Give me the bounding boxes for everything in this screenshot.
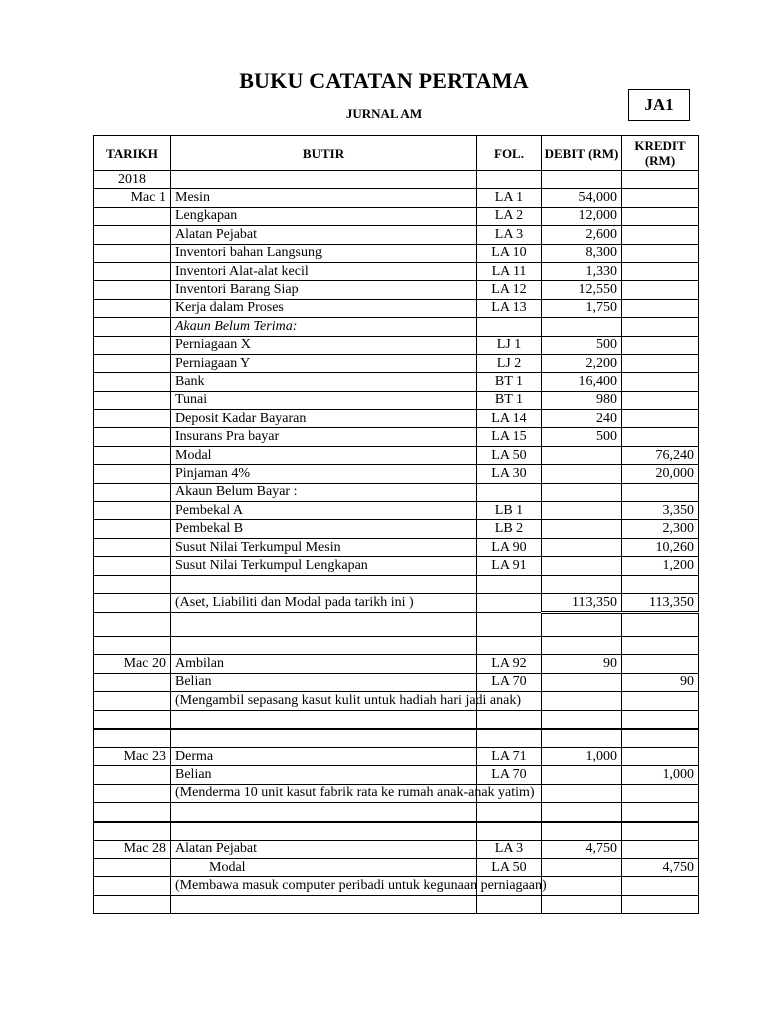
entry-debit: 12,000 [542, 207, 622, 225]
entry-folio: LA 15 [477, 428, 542, 446]
entry-debit [542, 766, 622, 784]
entry-date [94, 410, 171, 428]
entry-debit: 4,750 [542, 840, 622, 858]
table-row [94, 655, 699, 673]
entry-folio [477, 575, 542, 593]
entry-debit [542, 803, 622, 822]
entry-credit [622, 391, 699, 409]
entry-date [94, 318, 171, 336]
entry-credit [622, 877, 699, 895]
entry-particulars: Susut Nilai Terkumpul Mesin [171, 538, 477, 556]
table-row [94, 673, 699, 691]
entry-date [94, 822, 171, 841]
table-row [94, 637, 699, 655]
entry-credit [622, 207, 699, 225]
entry-folio: LJ 2 [477, 354, 542, 372]
entry-date [94, 226, 171, 244]
entry-particulars [171, 729, 477, 748]
table-row [94, 171, 699, 189]
table-row [94, 895, 699, 913]
entry-particulars: Kerja dalam Proses [171, 299, 477, 317]
entry-date [94, 428, 171, 446]
entry-date [94, 244, 171, 262]
table-row [94, 766, 699, 784]
entry-folio [477, 710, 542, 729]
entry-narration: (Menderma 10 unit kasut fabrik rata ke rumah anak-anak yatim) [171, 784, 477, 802]
entry-folio: LA 12 [477, 281, 542, 299]
table-row [94, 483, 699, 501]
entry-folio: LA 3 [477, 226, 542, 244]
entry-debit: 2,600 [542, 226, 622, 244]
entry-folio [477, 318, 542, 336]
table-row [94, 244, 699, 262]
entry-date [94, 373, 171, 391]
entry-particulars [171, 822, 477, 841]
table-row [94, 410, 699, 428]
entry-folio [477, 822, 542, 841]
entry-folio: LB 2 [477, 520, 542, 538]
entry-folio: BT 1 [477, 391, 542, 409]
table-row [94, 428, 699, 446]
entry-credit [622, 410, 699, 428]
entry-credit: 4,750 [622, 858, 699, 876]
entry-date: Mac 20 [94, 655, 171, 673]
entry-particulars: Susut Nilai Terkumpul Lengkapan [171, 557, 477, 575]
entry-particulars: Belian [171, 673, 477, 691]
table-row [94, 189, 699, 207]
table-row [94, 336, 699, 354]
col-header-credit: KREDIT (RM) [622, 136, 699, 171]
entry-credit [622, 729, 699, 748]
entry-debit [542, 557, 622, 575]
entry-particulars [171, 803, 477, 822]
entry-date [94, 593, 171, 612]
entry-credit [622, 244, 699, 262]
entry-credit [622, 226, 699, 244]
col-header-particulars: BUTIR [171, 136, 477, 171]
table-row [94, 354, 699, 372]
entry-credit [622, 171, 699, 189]
entry-debit [542, 895, 622, 913]
entry-debit [542, 858, 622, 876]
entry-credit [622, 281, 699, 299]
entry-debit [542, 822, 622, 841]
entry-credit [622, 822, 699, 841]
entry-debit: 1,330 [542, 262, 622, 280]
entry-credit [622, 710, 699, 729]
entry-credit [622, 613, 699, 637]
entry-date [94, 520, 171, 538]
entry-credit [622, 428, 699, 446]
entry-particulars [171, 613, 477, 637]
entry-date [94, 673, 171, 691]
entry-date [94, 613, 171, 637]
entry-date [94, 637, 171, 655]
entry-credit: 1,200 [622, 557, 699, 575]
entry-date [94, 336, 171, 354]
entry-debit [542, 673, 622, 691]
entry-credit [622, 575, 699, 593]
entry-debit: 16,400 [542, 373, 622, 391]
entry-particulars [171, 575, 477, 593]
entry-debit: 12,550 [542, 281, 622, 299]
entry-debit: 500 [542, 336, 622, 354]
entry-credit [622, 336, 699, 354]
entry-particulars: (Aset, Liabiliti dan Modal pada tarikh ini ) [171, 593, 477, 612]
entry-date [94, 262, 171, 280]
table-row [94, 803, 699, 822]
entry-credit [622, 840, 699, 858]
entry-folio: LA 70 [477, 766, 542, 784]
entry-debit [542, 465, 622, 483]
entry-debit [542, 446, 622, 464]
entry-particulars: Belian [171, 766, 477, 784]
table-row [94, 557, 699, 575]
entry-date: Mac 23 [94, 747, 171, 765]
table-row [94, 318, 699, 336]
entry-folio: LA 91 [477, 557, 542, 575]
entry-folio [477, 171, 542, 189]
entry-particulars: Derma [171, 747, 477, 765]
table-row [94, 729, 699, 748]
table-row [94, 822, 699, 841]
table-row [94, 747, 699, 765]
entry-particulars: Akaun Belum Terima: [171, 318, 477, 336]
entry-credit [622, 373, 699, 391]
entry-narration: (Mengambil sepasang kasut kulit untuk hadiah hari jadi anak) [171, 692, 477, 710]
total-debit: 113,350 [542, 593, 622, 612]
entry-credit [622, 655, 699, 673]
entry-particulars: Pembekal A [171, 502, 477, 520]
entry-folio: LA 30 [477, 465, 542, 483]
entry-particulars: Inventori Barang Siap [171, 281, 477, 299]
table-row [94, 502, 699, 520]
entry-particulars: Perniagaan X [171, 336, 477, 354]
entry-folio [477, 637, 542, 655]
entry-debit [542, 692, 622, 710]
entry-date [94, 895, 171, 913]
entry-credit [622, 483, 699, 501]
entry-debit [542, 710, 622, 729]
table-row [94, 446, 699, 464]
table-row [94, 373, 699, 391]
entry-credit: 2,300 [622, 520, 699, 538]
entry-credit [622, 318, 699, 336]
entry-debit: 8,300 [542, 244, 622, 262]
entry-debit [542, 538, 622, 556]
entry-debit [542, 637, 622, 655]
entry-particulars: Bank [171, 373, 477, 391]
entry-date: Mac 28 [94, 840, 171, 858]
entry-particulars: Ambilan [171, 655, 477, 673]
table-row [94, 465, 699, 483]
entry-date [94, 465, 171, 483]
entry-particulars: Pembekal B [171, 520, 477, 538]
table-row [94, 391, 699, 409]
page-subtitle: JURNAL AM [345, 106, 423, 121]
table-row [94, 299, 699, 317]
entry-particulars: Modal [171, 858, 477, 876]
entry-folio: LA 50 [477, 446, 542, 464]
total-row [94, 593, 699, 612]
entry-date [94, 729, 171, 748]
entry-particulars: Modal [171, 446, 477, 464]
entry-particulars: Akaun Belum Bayar : [171, 483, 477, 501]
entry-debit: 240 [542, 410, 622, 428]
entry-folio [477, 803, 542, 822]
entry-credit [622, 747, 699, 765]
entry-credit [622, 189, 699, 207]
entry-credit: 20,000 [622, 465, 699, 483]
table-row [94, 858, 699, 876]
total-credit: 113,350 [622, 593, 699, 612]
entry-folio [477, 483, 542, 501]
entry-folio: LB 1 [477, 502, 542, 520]
col-header-debit: DEBIT (RM) [542, 136, 622, 171]
table-row [94, 262, 699, 280]
entry-folio: LA 3 [477, 840, 542, 858]
entry-debit [542, 520, 622, 538]
entry-credit [622, 692, 699, 710]
entry-date [94, 502, 171, 520]
entry-particulars: Insurans Pra bayar [171, 428, 477, 446]
entry-debit: 1,750 [542, 299, 622, 317]
table-header-row [94, 136, 699, 171]
entry-folio [477, 613, 542, 637]
entry-folio: LA 2 [477, 207, 542, 225]
entry-date [94, 538, 171, 556]
entry-debit: 500 [542, 428, 622, 446]
entry-date [94, 575, 171, 593]
entry-date: Mac 1 [94, 189, 171, 207]
entry-folio: BT 1 [477, 373, 542, 391]
table-row [94, 692, 699, 710]
entry-particulars: Pinjaman 4% [171, 465, 477, 483]
entry-date [94, 446, 171, 464]
entry-particulars: Alatan Pejabat [171, 226, 477, 244]
entry-date [94, 803, 171, 822]
entry-debit [542, 318, 622, 336]
entry-date [94, 877, 171, 895]
entry-date [94, 692, 171, 710]
page-title: BUKU CATATAN PERTAMA [239, 68, 529, 93]
entry-credit: 1,000 [622, 766, 699, 784]
entry-credit: 76,240 [622, 446, 699, 464]
entry-debit: 2,200 [542, 354, 622, 372]
entry-narration: (Membawa masuk computer peribadi untuk kegunaan perniagaan) [171, 877, 477, 895]
entry-particulars: Inventori bahan Langsung [171, 244, 477, 262]
entry-credit [622, 637, 699, 655]
journal-body [94, 171, 699, 914]
entry-particulars: Deposit Kadar Bayaran [171, 410, 477, 428]
entry-debit [542, 502, 622, 520]
entry-folio: LA 71 [477, 747, 542, 765]
table-row [94, 613, 699, 637]
entry-folio: LJ 1 [477, 336, 542, 354]
entry-date [94, 207, 171, 225]
entry-debit [542, 613, 622, 637]
entry-debit [542, 729, 622, 748]
entry-credit: 10,260 [622, 538, 699, 556]
entry-date [94, 710, 171, 729]
entry-particulars [171, 895, 477, 913]
entry-date [94, 557, 171, 575]
entry-particulars: Alatan Pejabat [171, 840, 477, 858]
entry-particulars: Tunai [171, 391, 477, 409]
entry-debit: 1,000 [542, 747, 622, 765]
entry-particulars: Mesin [171, 189, 477, 207]
table-row [94, 281, 699, 299]
table-row [94, 207, 699, 225]
entry-particulars [171, 710, 477, 729]
journal-code-box: JA1 [628, 89, 690, 121]
entry-debit: 54,000 [542, 189, 622, 207]
entry-debit [542, 784, 622, 802]
entry-date [94, 281, 171, 299]
entry-debit: 980 [542, 391, 622, 409]
entry-credit [622, 803, 699, 822]
table-row [94, 784, 699, 802]
entry-date [94, 858, 171, 876]
table-row [94, 877, 699, 895]
entry-date [94, 299, 171, 317]
entry-credit: 90 [622, 673, 699, 691]
table-row [94, 840, 699, 858]
entry-date [94, 784, 171, 802]
entry-debit: 90 [542, 655, 622, 673]
entry-date [94, 391, 171, 409]
table-row [94, 520, 699, 538]
entry-particulars [171, 171, 477, 189]
entry-debit [542, 171, 622, 189]
entry-folio [477, 895, 542, 913]
col-header-date: TARIKH [94, 136, 171, 171]
entry-folio [477, 593, 542, 612]
table-row [94, 710, 699, 729]
entry-debit [542, 575, 622, 593]
entry-credit [622, 895, 699, 913]
entry-date [94, 766, 171, 784]
entry-folio: LA 11 [477, 262, 542, 280]
entry-credit [622, 299, 699, 317]
entry-particulars: Perniagaan Y [171, 354, 477, 372]
entry-credit [622, 262, 699, 280]
entry-folio: LA 90 [477, 538, 542, 556]
entry-particulars: Lengkapan [171, 207, 477, 225]
entry-credit [622, 784, 699, 802]
entry-folio: LA 1 [477, 189, 542, 207]
table-row [94, 575, 699, 593]
entry-particulars: Inventori Alat-alat kecil [171, 262, 477, 280]
entry-folio: LA 50 [477, 858, 542, 876]
entry-credit: 3,350 [622, 502, 699, 520]
entry-folio: LA 92 [477, 655, 542, 673]
entry-debit [542, 877, 622, 895]
entry-folio: LA 13 [477, 299, 542, 317]
entry-date [94, 483, 171, 501]
table-row [94, 538, 699, 556]
table-row [94, 226, 699, 244]
col-header-folio: FOL. [477, 136, 542, 171]
entry-date: 2018 [94, 171, 171, 189]
entry-folio: LA 10 [477, 244, 542, 262]
entry-folio: LA 70 [477, 673, 542, 691]
entry-date [94, 354, 171, 372]
entry-credit [622, 354, 699, 372]
entry-particulars [171, 637, 477, 655]
entry-debit [542, 483, 622, 501]
journal-table [93, 135, 699, 914]
entry-folio: LA 14 [477, 410, 542, 428]
entry-folio [477, 729, 542, 748]
